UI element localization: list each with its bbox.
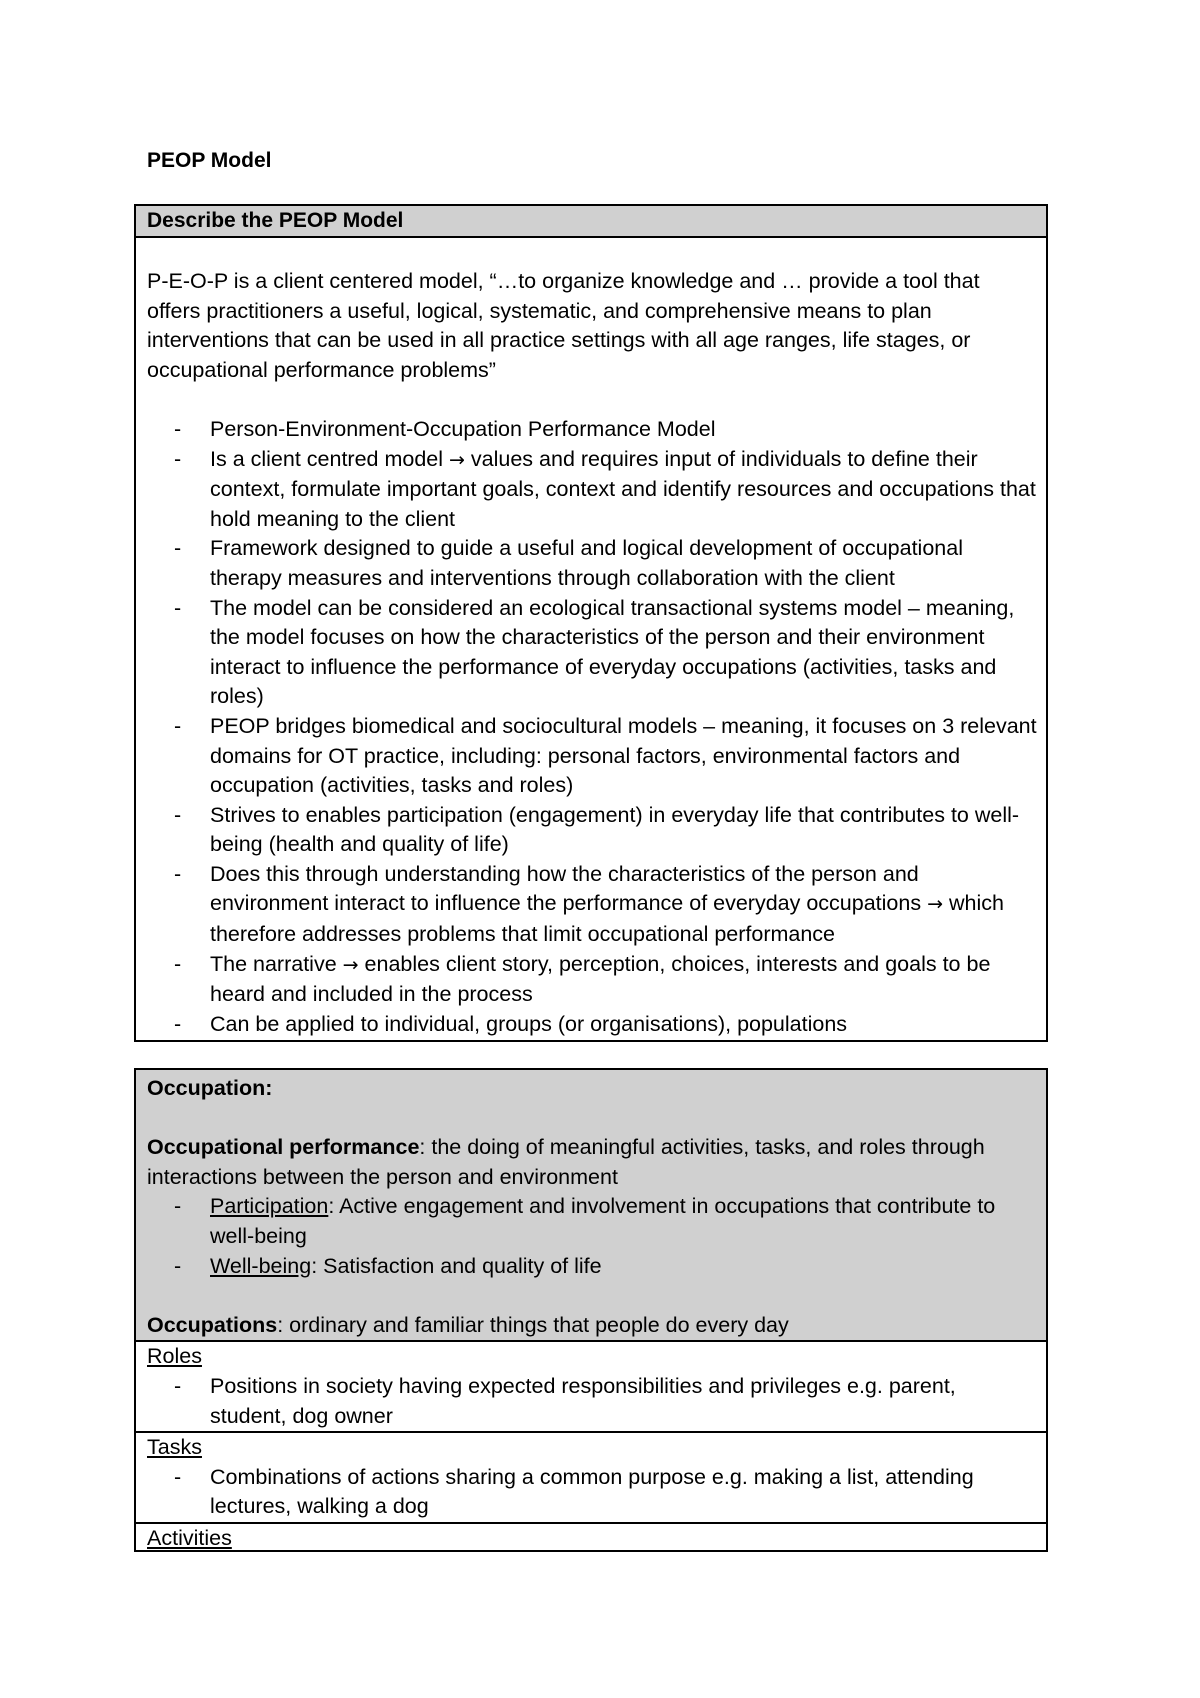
activities-label: Activities [147,1525,232,1550]
list-item: - Does this through understanding how the characteristics of the person and environment interact to influence the performance of everyday occupations → which therefore addresses problems that limit occupational performance [136,860,1046,950]
occupational-performance-definition: Occupational performance: the doing of meaningful activities, tasks, and roles through interactions between the person and environment [147,1135,985,1189]
roles-row [136,1340,1046,1431]
list-item: - Strives to enables participation (engagement) in everyday life that contributes to well-being (health and quality of life) [136,801,1046,860]
intro-paragraph: P-E-O-P is a client centered model, “…to organize knowledge and … provide a tool that offers practitioners a useful, logical, systematic, and comprehensive means to plan interventions that can be used in all practice settings with all age ranges, life stages, or occupational performance problems” [147,269,980,382]
describe-peop-section [134,204,1048,1042]
list-item: - Well-being: Satisfaction and quality of life [136,1252,1035,1282]
occupation-definitions [136,1070,1046,1340]
list-item: - Combinations of actions sharing a common purpose e.g. making a list, attending lectures, walking a dog [136,1463,1046,1522]
list-item: - Can be applied to individual, groups (or organisations), populations [136,1010,1046,1040]
list-item: - The narrative → enables client story, perception, choices, interests and goals to be heard and included in the process [136,950,1046,1010]
list-item: - Is a client centred model → values and requires input of individuals to define their context, formulate important goals, context and identify resources and occupations that hold meaning to the client [136,445,1046,535]
list-item: - Framework designed to guide a useful and logical development of occupational therapy measures and interventions through collaboration with the client [136,534,1046,593]
list-item: - The model can be considered an ecological transactional systems model – meaning, the model focuses on how the characteristics of the person and their environment interact to influence the performance of everyday occupations (activities, tasks and roles) [136,594,1046,712]
performance-sublist [136,1192,1035,1281]
section-header: Describe the PEOP Model [136,206,1046,238]
document-title: PEOP Model [147,149,272,172]
arrow-icon: → [927,893,943,916]
list-item: - Person-Environment-Occupation Performance Model [136,415,1046,445]
tasks-label: Tasks [147,1435,202,1460]
activities-row [136,1522,1046,1554]
arrow-icon: → [449,448,465,471]
tasks-row [136,1431,1046,1522]
roles-label: Roles [147,1344,202,1369]
list-item: - PEOP bridges biomedical and sociocultural models – meaning, it focuses on 3 relevant domains for OT practice, including: personal factors, environmental factors and occupation (activities, tasks and roles) [136,712,1046,801]
list-item: - Participation: Active engagement and involvement in occupations that contribute to well-being [136,1192,1035,1251]
occupation-header: Occupation: [147,1076,273,1100]
peop-bullet-list [136,415,1046,1039]
occupations-definition: Occupations: ordinary and familiar things that people do every day [147,1312,789,1337]
arrow-icon: → [342,953,359,976]
list-item: - Positions in society having expected responsibilities and privileges e.g. parent, student, dog owner [136,1372,1046,1431]
occupation-section [134,1068,1048,1552]
